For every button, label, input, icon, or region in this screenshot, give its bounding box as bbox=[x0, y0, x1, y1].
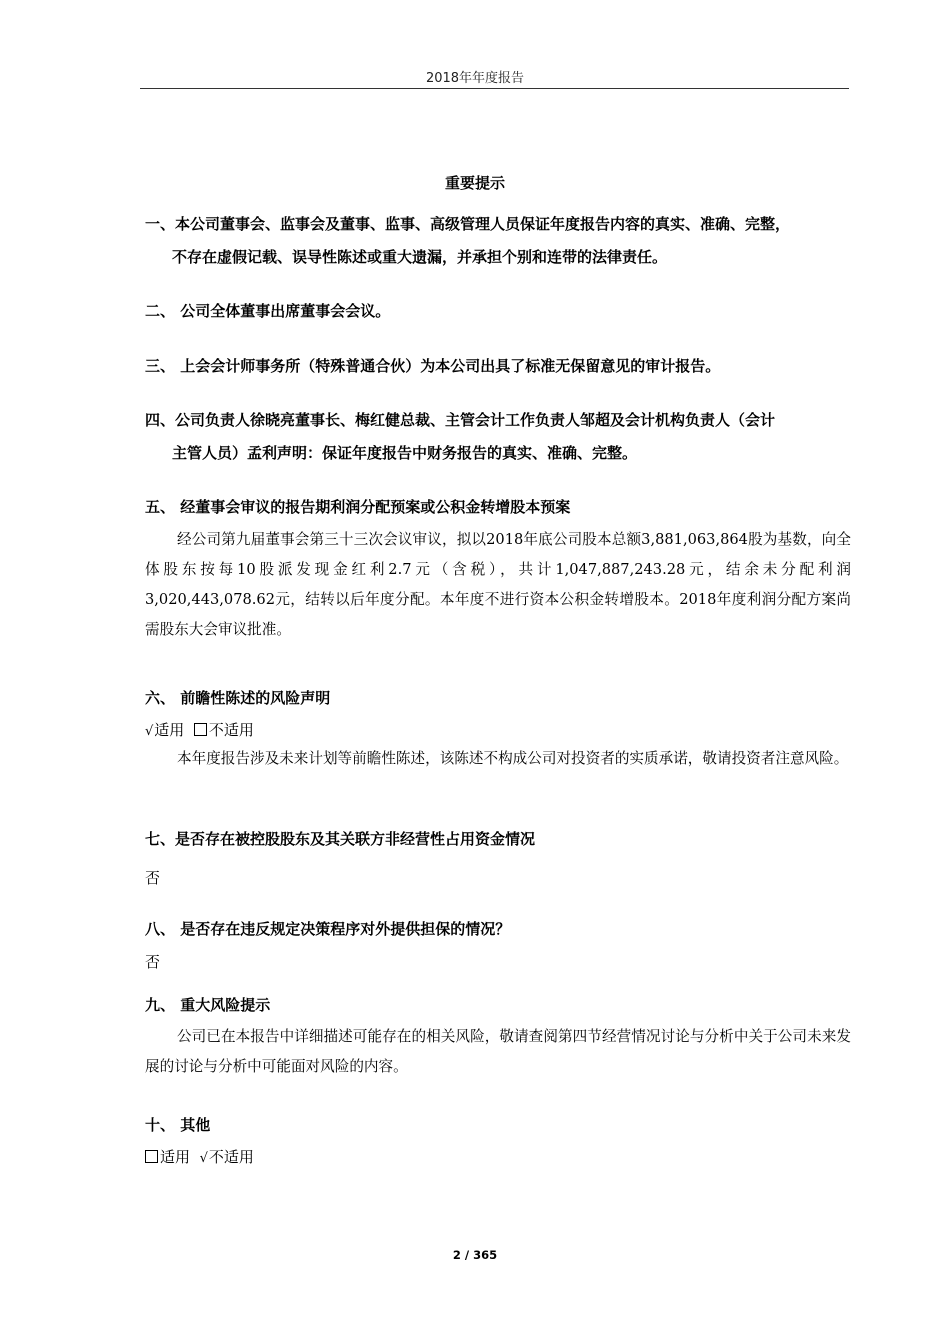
running-header: 2018年年度报告 bbox=[425, 71, 525, 86]
empty-checkbox-icon bbox=[145, 1150, 158, 1163]
section-6-options bbox=[145, 721, 254, 741]
page-number: 2 / 365 bbox=[452, 1248, 498, 1262]
section-2: 二、 公司全体董事出席董事会会议。 bbox=[145, 302, 391, 320]
section-5-heading: 五、 经董事会审议的报告期利润分配预案或公积金转增股本预案 bbox=[145, 498, 571, 516]
section-7-heading: 七、是否存在被控股股东及其关联方非经营性占用资金情况 bbox=[145, 830, 536, 848]
section-9-body: 公司已在本报告中详细描述可能存在的相关风险，敬请查阅第四节经营情况讨论与分析中关于公司未来发展的讨论与分析中可能面对风险的内容。 bbox=[145, 1028, 851, 1075]
section-8-answer: 否 bbox=[145, 953, 161, 971]
section-5-body: 经公司第九届董事会第三十三次会议审议，拟以2018年底公司股本总额3,881,063,864股为基数，向全体股东按每10股派发现金红利2.7元（含税），共计1,047,887,243.28元，结余未分配利润3,020,443,078.62元，结转以后年度分配。本年度不进行资本公积金转增股本。2018年度利润分配方案尚需股东大会审议批准。 bbox=[145, 531, 851, 638]
section-4-line-2 bbox=[145, 444, 855, 463]
section-1-line-1: 一、本公司董事会、监事会及董事、监事、高级管理人员保证年度报告内容的真实、准确、完整， bbox=[145, 215, 791, 233]
section-3: 三、 上会会计师事务所（特殊普通合伙）为本公司出具了标准无保留意见的审计报告。 bbox=[145, 357, 721, 375]
checkmark-icon: √ bbox=[199, 1151, 208, 1166]
section-1-line-2 bbox=[145, 248, 855, 267]
section-1-line-2-text: 不存在虚假记载、误导性陈述或重大遗漏，并承担个别和连带的法律责任。 bbox=[172, 248, 668, 266]
checkmark-icon: √ bbox=[145, 724, 154, 739]
section-7-answer: 否 bbox=[145, 869, 161, 887]
section-6-heading: 六、 前瞻性陈述的风险声明 bbox=[145, 689, 331, 707]
option-applicable-label: 适用 bbox=[160, 1148, 191, 1166]
section-10-options bbox=[145, 1148, 254, 1168]
page-title: 重要提示 bbox=[444, 174, 505, 192]
section-4-line-1: 四、公司负责人徐晓亮董事长、梅红健总裁、主管会计工作负责人邹超及会计机构负责人（会计 bbox=[145, 411, 776, 429]
section-4-line-2-text: 主管人员）孟利声明：保证年度报告中财务报告的真实、准确、完整。 bbox=[172, 444, 638, 462]
section-9-heading: 九、 重大风险提示 bbox=[145, 996, 271, 1014]
empty-checkbox-icon bbox=[194, 723, 207, 736]
option-not-applicable-label: 不适用 bbox=[208, 1148, 254, 1166]
section-8-heading: 八、 是否存在违反规定决策程序对外提供担保的情况？ bbox=[145, 920, 511, 938]
option-not-applicable-label: 不适用 bbox=[208, 721, 254, 739]
section-6-body: 本年度报告涉及未来计划等前瞻性陈述，该陈述不构成公司对投资者的实质承诺，敬请投资者注意风险。 bbox=[177, 750, 849, 767]
header-rule bbox=[140, 88, 849, 89]
section-10-heading: 十、 其他 bbox=[145, 1116, 211, 1134]
option-applicable-label: 适用 bbox=[154, 721, 185, 739]
